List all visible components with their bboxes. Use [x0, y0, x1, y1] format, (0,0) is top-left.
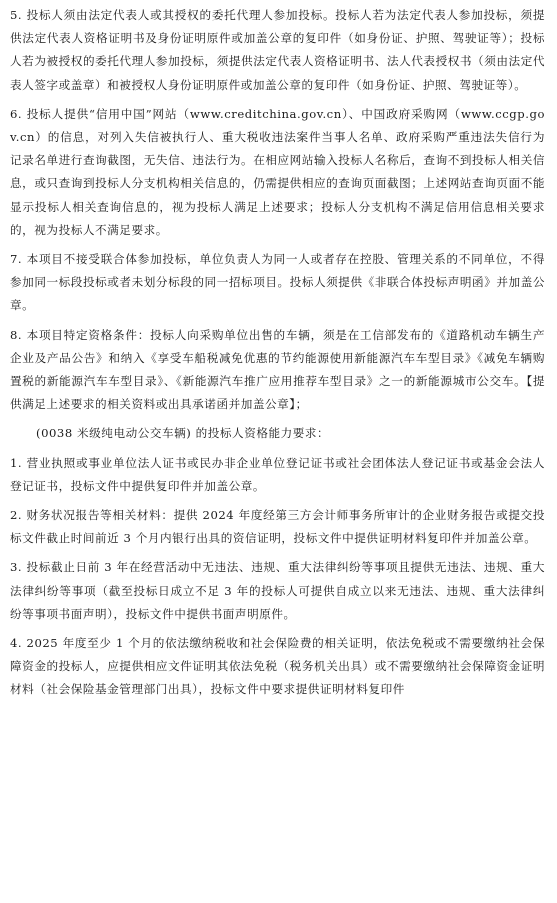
- requirement-item-3: 3. 投标截止日前 3 年在经营活动中无违法、违规、重大法律纠纷等事项且提供无违法、违规、重大法律纠纷等事项（截至投标日成立不足 3 年的投标人可提供自成立以来无违法、违规、重大法律纠纷等事项书面声明），投标文件中提供书面声明原件。: [10, 560, 545, 621]
- requirement-item-4: 4. 2025 年度至少 1 个月的依法缴纳税收和社会保险费的相关证明，依法免税或不需要缴纳社会保障资金的投标人，应提供相应文件证明其依法免税（税务机关出具）或不需要缴纳社会保障资金证明材料（社会保险基金管理部门出具），投标文件中要求提供证明材料复印件: [10, 636, 545, 697]
- paragraph-item-8: 8. 本项目特定资格条件：投标人向采购单位出售的车辆，须是在工信部发布的《道路机动车辆生产企业及产品公告》和纳入《享受车船税减免优惠的节约能源使用新能源汽车车型目录》《减免车辆购置税的新能源汽车车型目录》、《新能源汽车推广应用推荐车型目录》之一的新能源城市公交车。【提供满足上述要求的相关资料或出具承诺函并加盖公章】；: [10, 327, 545, 412]
- requirement-item-2: 2. 财务状况报告等相关材料：提供 2024 年度经第三方会计师事务所审计的企业财务报告或提交投标文件截止时间前近 3 个月内银行出具的资信证明，投标文件中提供证明材料复印件并加盖公章。: [10, 508, 545, 546]
- paragraph-item-7: 7. 本项目不接受联合体参加投标，单位负责人为同一人或者存在控股、管理关系的不同单位，不得参加同一标段投标或者未划分标段的同一招标项目。投标人须提供《非联合体投标声明函》并加盖公章。: [10, 252, 545, 313]
- paragraph-item-6: 6. 投标人提供“信用中国”网站（www.creditchina.gov.cn）、中国政府采购网（www.ccgp.gov.cn）的信息，对列入失信被执行人、重大税收违法案件当事人名单、政府采购严重违法失信行为记录名单进行查询截图，无失信、违法行为。在相应网站输入投标人名称后，查询不到投标人相关信息，或只查询到投标人分支机构相关信息的，仍需提供相应的查询页面截图；上述网站查询页面不能显示投标人相关查询信息的，视为投标人满足上述要求；投标人分支机构不满足信用信息相关要求的，视为投标人不满足要求。: [10, 106, 545, 237]
- requirement-item-1: 1. 营业执照或事业单位法人证书或民办非企业单位登记证书或社会团体法人登记证书或基金会法人登记证书，投标文件中提供复印件并加盖公章。: [10, 455, 545, 493]
- section-heading-qualification: (0038 米级纯电动公交车辆) 的投标人资格能力要求：: [36, 426, 330, 441]
- document-body: [10, 4, 545, 702]
- paragraph-item-5: 5. 投标人须由法定代表人或其授权的委托代理人参加投标。投标人若为法定代表人参加投标，须提供法定代表人资格证明书及身份证明原件或加盖公章的复印件（如身份证、护照、驾驶证等）；投标人若为被授权的委托代理人参加投标，须提供法定代表人资格证明书、法人代表授权书（须由法定代表人签字或盖章）和被授权人身份证明原件或加盖公章的复印件（如身份证、护照、驾驶证等）。: [10, 8, 545, 92]
